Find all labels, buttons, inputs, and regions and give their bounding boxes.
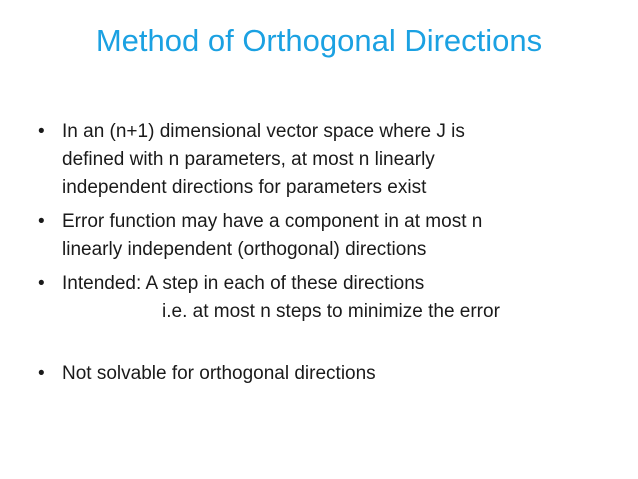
- bullet-dot-icon: •: [38, 363, 45, 384]
- bullet-text-line: Intended: A step in each of these directions: [62, 273, 425, 294]
- bullet-text-line: defined with n parameters, at most n linearly: [62, 149, 435, 170]
- bullet-item: [38, 118, 618, 202]
- bullet-text-line: In an (n+1) dimensional vector space where J is: [62, 121, 465, 142]
- bullet-item: [38, 270, 618, 326]
- bullet-dot-icon: •: [38, 211, 45, 232]
- bullet-text-line: Not solvable for orthogonal directions: [62, 363, 376, 384]
- bullet-text-line: linearly independent (orthogonal) directions: [62, 239, 427, 260]
- bullet-dot-icon: •: [38, 273, 45, 294]
- bullet-text-line: independent directions for parameters exist: [62, 177, 427, 198]
- bullet-text-line-indented: i.e. at most n steps to minimize the error: [162, 301, 500, 322]
- slide-title: Method of Orthogonal Directions: [95, 23, 543, 58]
- bullet-text-line: Error function may have a component in at most n: [62, 211, 483, 232]
- bullet-dot-icon: •: [38, 121, 45, 142]
- bullet-item: [38, 208, 618, 264]
- bullet-item: [38, 360, 618, 388]
- bullet-list: [38, 118, 618, 388]
